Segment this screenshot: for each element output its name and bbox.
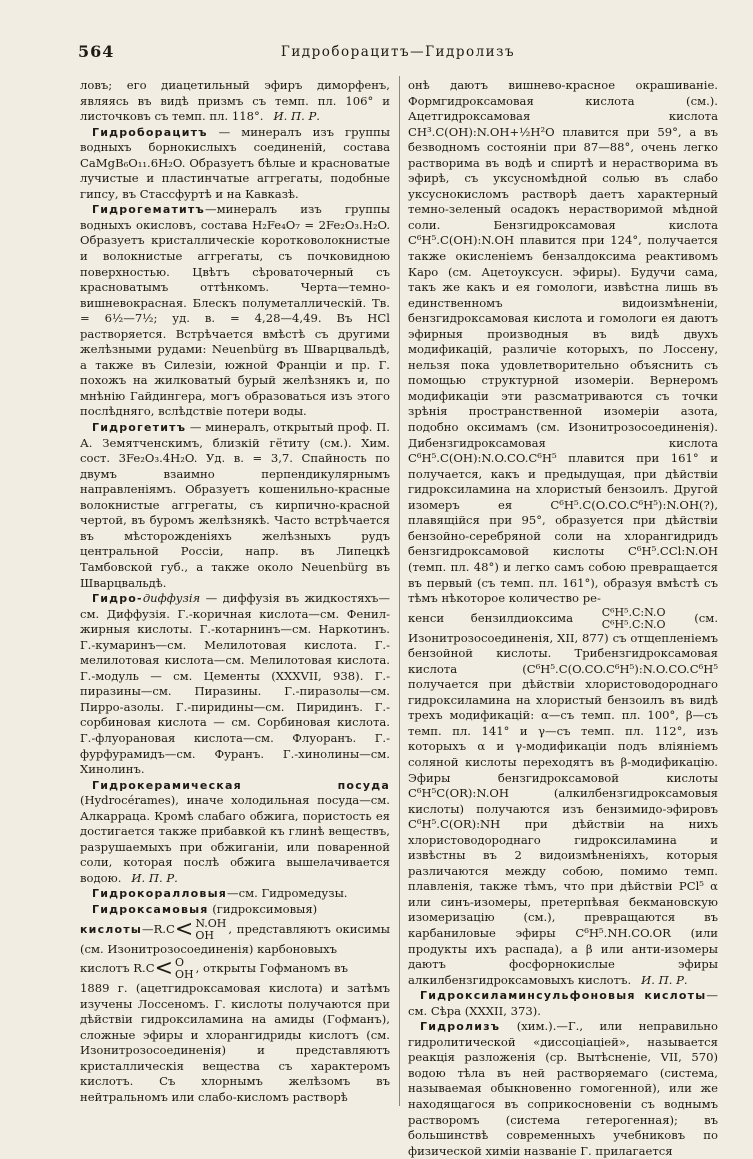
entry-author: И. П. Р. — [131, 870, 178, 885]
entry-hydroboracite: Гидроборацитъ — минералъ изъ группы водныхъ борнокислыхъ соединеній, состава CaMgB₆O₁₁.6H₂O. Образуетъ бѣлые и красноватые лучистые и пластинчатые аггрегаты, подобные гипсу, въ Стассфуртѣ и на Кавказѣ. — [80, 124, 390, 201]
entry-author: И. П. Р. — [273, 109, 320, 124]
entry-hydrolysis: Гидролизъ (хим.).—Г., или неправильно гидролитической «диссоціаціей», называется реакція разложенія (ср. Вытѣсненіе, VII, 570) водою тѣла въ ней растворяемаго (система, называемая обыкновенно гомогенной), или же находящагося въ соприкосновеніи съ воднымъ растворомъ (система гетерогенная); въ большинствѣ современныхъ учебниковъ по физической химіи названіе Г. прилагается — [408, 1019, 718, 1158]
entry-hydroxamic-continued: онѣ даютъ вишнево-красное окрашиваніе. Формгидроксамовая кислота (см.). Ацетгидроксамовая кислота CH³.C(OH):N.OH+½H²O плавится при 59°, а въ безводномъ состояніи при 87—88°, очень легко растворима въ водѣ и спиртѣ и нерастворима въ эфирѣ, съ уксусномѣдной солью въ слабо уксуснокисломъ растворѣ даетъ характерный темно-зеленый осадокъ нерастворимой мѣдной соли. Бензгидроксамовая кислота C⁶H⁵.C(OH):N.OH плавится при 124°, получается также окисленіемъ бензалдоксима реактивомъ Каро (см. Ацетоуксусн. эфиры). Будучи сама, такъ же какъ и ея гомологи, извѣстна лишь въ единственномъ видоизмѣненіи, бензгидроксамовая кислота и гомологи ея даютъ эфирныя производныя въ видѣ двухъ модификацій, различіе которыхъ, по Лоссену, нельзя пока удовлетворительно объяснить съ помощью структурной изомеріи. Вернеромъ модификаціи эти разсматриваются съ точки зрѣнія пространственной изомеріи азота, подобно оксимамъ (см. Изонитрозосоединенія). Дибензгидроксамовая кислота C⁶H⁵.C(OH):N.O.CO.C⁶H⁵ плавится при 161° и получается, какъ и предыдущая, при дѣйствіи гидроксиламина на хлористый бензоилъ. Другой изомеръ ея C⁶H⁵.C(O.CO.C⁶H⁵):N.OH(?), плавящійся при 95°, образуется при дѣйствіи бензойно-серебряной соли на хлорангидридъ бензгидроксамовой кислоты C⁶H⁵.CCl:N.OH (темп. пл. 48°) и легко самъ собою превращается въ первый (съ темп. пл. 161°), образуя вмѣстѣ съ тѣмъ нѣкоторое количество ре- — [408, 78, 718, 606]
left-column — [80, 78, 390, 1105]
headword: Гидро- — [92, 592, 143, 606]
headword: Гидрокоралловыя — [92, 887, 227, 901]
headword: Гидроксамовыя — [92, 902, 209, 916]
entry-hydroxamic-acids: Гидроксамовыя (гидроксимовыя) — [92, 901, 318, 916]
column-divider — [399, 76, 400, 1106]
headword: Гидрогетитъ — [92, 421, 187, 435]
formula-line-3: кенси бензилдиоксима C⁶H⁵.C:N.O C⁶H⁵.C:N.O (см. Изонитрозосоединенія, XII, 877) съ отщепленіемъ бензойной кислоты. Трибензгидроксамовая кислота (C⁶H⁵.C(O.CO.C⁶H⁵):N.O.CO.C⁶H⁵ получается при дѣйствіи хлористоводороднаго гидроксиламина на хлористый бензоилъ въ видѣ трехъ модификацій: α—съ темп. пл. 100°, β—съ темп. пл. 141° и γ—съ темп. пл. 112°, изъ которыхъ α и γ-модификаціи подъ вліяніемъ соляной кислоты переходятъ въ β-модификацію. Эфиры бензгидроксамовой кислоты C⁶H⁵C(OR):N.OH (алкилбензгидроксамовыя кислоты) получаются изъ бензимидо-эфировъ C⁶H⁵.C(OR):NH при дѣйствіи на нихъ хлористоводороднаго гидроксиламина и извѣстны въ 2 видоизмѣненіяхъ, которыя различаются между собою, помимо темп. плавленія, также тѣмъ, что при дѣйствіи PCl⁵ α или синъ-изомеры, претерпѣвая бекмановскую изомеризацію (см.), превращаются въ карбаниловые эфиры C⁶H⁵.NH.CO.OR (или продукты ихъ распада), а β или анти-изомеры даютъ фосфорнокислые эфиры алкилбензгидроксамовыхъ кислотъ. И. П. Р. — [408, 605, 719, 987]
entry-hydrohematite: Гидрогематитъ—минералъ изъ группы водныхъ окисловъ, состава H₂Fe₄O₇ = 2Fe₂O₃.H₂O. Образуетъ кристаллическіе коротковолокнистые и волокнистые аггрегаты, съ почковидною поверхностью. Цвѣтъ сѣроваточерный съ красноватымъ оттѣнкомъ. Черта—темно-вишневокрасная. Блескъ полуметаллическій. Тв. = 6½—7½; уд. в. = 4,28—4,49. Въ HCl растворяется. Встрѣчается вмѣстѣ съ другими желѣзными рудами: Neuenbürg въ Шварцвальдѣ, а также въ Силезіи, южной Франціи и пр. Г. похожъ на жилковатый бурый желѣзнякъ и, по мнѣнію Гайдингера, могъ образоваться изъ этого послѣдняго, вслѣдствіе потери воды. — [80, 202, 390, 419]
entry-hydrocoral: Гидрокоралловыя—см. Гидромедузы. — [92, 886, 348, 901]
formula-line-2: кислотъ R.C< O OH , открыты Гофманомъ въ — [80, 956, 348, 982]
running-title: Гидроборацитъ—Гидролизъ — [280, 44, 516, 60]
headword: Гидрокерамическая посуда — [92, 778, 390, 792]
headword: Гидроксиламинсульфоновыя кислоты — [420, 989, 707, 1003]
page-header — [78, 42, 718, 68]
entry-hydroxylamine-sulfonic: Гидроксиламинсульфоновыя кислоты—см. Сѣра (XXXII, 373). — [408, 988, 718, 1018]
formula-fraction: O OH — [175, 956, 194, 982]
headword: Гидролизъ — [420, 1020, 501, 1034]
entry-continuation: ловъ; его диацетильный эфиръ диморфенъ, являясь въ видѣ призмъ съ темп. пл. 106° и листочковъ съ темп. пл. 118°. И. П. Р. — [80, 78, 390, 124]
formula-line-1: кислоты—R.C< N.OH OH , представляютъ окисимы (см. Изонитрозосоединенія) карбоновыхъ — [80, 916, 390, 956]
right-column — [408, 78, 718, 1159]
formula-fraction: N.OH OH — [195, 916, 227, 942]
headword: Гидрогематитъ — [92, 203, 205, 217]
entry-hydrogoethite: Гидрогетитъ — минералъ, открытый проф. П. А. Земятченскимъ, близкій гётиту (см.). Хим. сост. 3Fe₂O₃.4H₂O. Уд. в. = 3,7. Спайность по двумъ взаимно перпендикулярнымъ направленіямъ. Образуетъ кошенильно-красные волокнистые аггрегаты, съ кирпично-красной чертой, въ буромъ желѣзнякѣ. Часто встрѣчается въ мѣсторожденіяхъ желѣзныхъ рудъ центральной Россіи, напр. въ Липецкѣ Тамбовской губ., а также около Neuenbürg въ Шварцвальдѣ. — [80, 420, 390, 590]
headword: Гидроборацитъ — [92, 125, 208, 139]
formula-fraction: C⁶H⁵.C:N.O C⁶H⁵.C:N.O — [601, 605, 666, 631]
entry-author: И. П. Р. — [641, 972, 688, 987]
entry-hydroceramic: Гидрокерамическая посуда (Hydrocérames), иначе холодильная посуда—см. Алкарраца. Кромѣ слабаго обжига, пористость ея достигается также прибавкой къ глинѣ веществъ, разрушаемыхъ при обжиганіи, или поваренной соли, которая послѣ обжига вышелачивается водою. И. П. Р. — [80, 778, 390, 885]
entry-hydroxamic-body: 1889 г. (ацетгидроксамовая кислота) и затѣмъ изучены Лоссеномъ. Г. кислоты получаются при дѣйствіи гидроксиламина на амиды (Гофманъ), сложные эфиры и хлорангидриды кислотъ (см. Изонитрозосоединенія) и представляютъ кристаллическія вещества съ характеромъ кислотъ. Съ хлорнымъ желѣзомъ въ нейтральномъ или слабо-кисломъ растворѣ — [80, 981, 390, 1104]
entry-hydro-diffusion: Гидро-диффузія — диффузія въ жидкостяхъ—см. Диффузія. Г.-коричная кислота—см. Фенил-жирныя кислоты. Г.-котарнинъ—см. Наркотинъ. Г.-кумаринъ—см. Мелилотовая кислота. Г.-мелилотовая кислота—см. Мелилотовая кислота. Г.-модуль — см. Цементы (XXXVII, 938). Г.-пиразины—см. Пиразины. Г.-пиразолы—см. Пирро-азолы. Г.-пиридины—см. Пиридинъ. Г.-сорбиновая кислота — см. Сорбиновая кислота. Г.-флуорановая кислота—см. Флуоранъ. Г.-фурфурамидъ—см. Фуранъ. Г.-хинолины—см. Хинолинъ. — [80, 591, 390, 777]
page-number: 564 — [78, 42, 115, 61]
